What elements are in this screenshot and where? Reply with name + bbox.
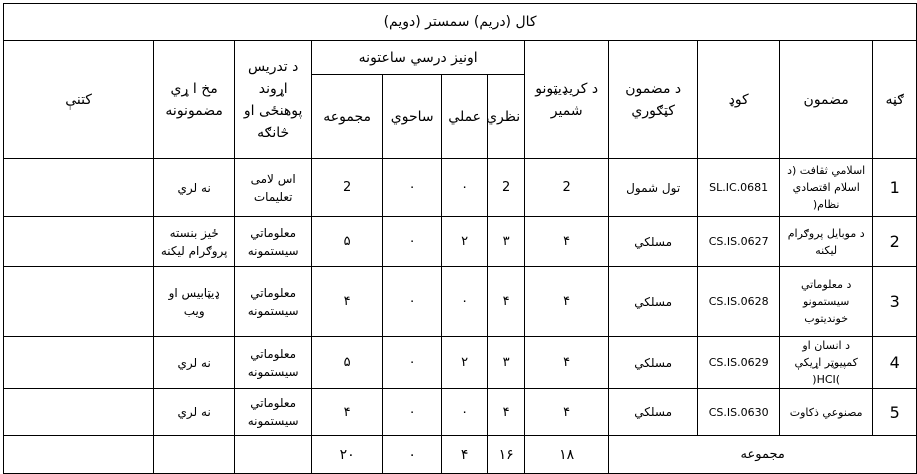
row-index: 5 xyxy=(873,389,917,436)
header-field: ساحوي xyxy=(383,75,442,159)
table-row xyxy=(4,217,917,267)
totals-row xyxy=(4,436,917,474)
row-code: CS.IS.0630 xyxy=(698,389,780,436)
table-title: کال (دریم) سمستر (دویم) xyxy=(4,4,917,41)
row-field: ٠ xyxy=(383,267,442,337)
table-row xyxy=(4,267,917,337)
row-book xyxy=(4,389,154,436)
header-prerequisites: مخ ا ړي مضمونونه xyxy=(154,41,235,159)
table-row xyxy=(4,389,917,436)
title-row xyxy=(4,4,917,41)
row-subject: د موبایل پروګرام لیکنه xyxy=(780,217,873,267)
row-code: CS.IS.0627 xyxy=(698,217,780,267)
row-credits: ۴ xyxy=(525,337,609,389)
row-credits: ۴ xyxy=(525,267,609,337)
row-subject: د معلوماتي سیستمونو خونديتوب xyxy=(780,267,873,337)
row-theory: 2 xyxy=(488,159,525,217)
row-total: ۵ xyxy=(312,337,383,389)
row-credits: 2 xyxy=(525,159,609,217)
row-subject: اسلامي ثقافت (د اسلام اقتصادي نظام( xyxy=(780,159,873,217)
row-total: ۴ xyxy=(312,267,383,337)
row-field: ٠ xyxy=(383,159,442,217)
totals-empty-prerequisites xyxy=(154,436,235,474)
row-department: معلوماتي سیستمونه xyxy=(235,337,312,389)
row-category: تول شمول xyxy=(609,159,698,217)
semester-table xyxy=(3,3,917,474)
row-practical: ٠ xyxy=(442,267,488,337)
row-book xyxy=(4,159,154,217)
row-total: ۴ xyxy=(312,389,383,436)
row-index: 2 xyxy=(873,217,917,267)
row-department: معلوماتي سیستمونه xyxy=(235,267,312,337)
row-theory: ۳ xyxy=(488,337,525,389)
row-code: SL.IC.0681 xyxy=(698,159,780,217)
row-credits: ۴ xyxy=(525,389,609,436)
header-total: مجموعه xyxy=(312,75,383,159)
header-department: د تدریس اړوند پوهنځی او څانګه xyxy=(235,41,312,159)
row-code: CS.IS.0628 xyxy=(698,267,780,337)
row-prerequisites: نه لري xyxy=(154,337,235,389)
row-subject: د انسان او کمپیوټر اړیکې )HCI( xyxy=(780,337,873,389)
row-total: 2 xyxy=(312,159,383,217)
totals-total: ۲٠ xyxy=(312,436,383,474)
row-category: مسلکي xyxy=(609,217,698,267)
row-practical: ٠ xyxy=(442,389,488,436)
table-row xyxy=(4,337,917,389)
totals-empty-book xyxy=(4,436,154,474)
totals-practical: ۴ xyxy=(442,436,488,474)
row-theory: ۴ xyxy=(488,267,525,337)
totals-empty-department xyxy=(235,436,312,474)
header-index: ګڼه xyxy=(873,41,917,159)
header-subject: مضمون xyxy=(780,41,873,159)
row-field: ٠ xyxy=(383,217,442,267)
row-prerequisites: ډیټابیس او ویب xyxy=(154,267,235,337)
header-practical: عملي xyxy=(442,75,488,159)
row-field: ٠ xyxy=(383,337,442,389)
row-practical: ۲ xyxy=(442,337,488,389)
header-weekly-hours: اونیز درسي ساعتونه xyxy=(312,41,525,75)
row-department: معلوماتي سیستمونه xyxy=(235,389,312,436)
row-theory: ۴ xyxy=(488,389,525,436)
row-practical: ۲ xyxy=(442,217,488,267)
row-book xyxy=(4,217,154,267)
totals-theory: ۱۶ xyxy=(488,436,525,474)
totals-label: مجموعه xyxy=(609,436,917,474)
row-subject: مصنوعي ذکاوت xyxy=(780,389,873,436)
row-theory: ۳ xyxy=(488,217,525,267)
row-index: 3 xyxy=(873,267,917,337)
header-category: د مضمون کټګوري xyxy=(609,41,698,159)
table-row xyxy=(4,159,917,217)
header-book: کتنې xyxy=(4,41,154,159)
row-index: 1 xyxy=(873,159,917,217)
row-index: 4 xyxy=(873,337,917,389)
row-practical: ٠ xyxy=(442,159,488,217)
row-field: ٠ xyxy=(383,389,442,436)
row-category: مسلکي xyxy=(609,389,698,436)
header-code: کوډ xyxy=(698,41,780,159)
header-theory: نظري xyxy=(488,75,525,159)
row-book xyxy=(4,267,154,337)
row-prerequisites: ځیز بنسته پروګرام لیکنه xyxy=(154,217,235,267)
header-row-1 xyxy=(4,41,917,75)
row-credits: ۴ xyxy=(525,217,609,267)
row-category: مسلکي xyxy=(609,267,698,337)
row-department: معلوماتي سیستمونه xyxy=(235,217,312,267)
totals-field: ٠ xyxy=(383,436,442,474)
row-book xyxy=(4,337,154,389)
row-prerequisites: نه لري xyxy=(154,389,235,436)
row-total: ۵ xyxy=(312,217,383,267)
totals-credits: ۱۸ xyxy=(525,436,609,474)
row-code: CS.IS.0629 xyxy=(698,337,780,389)
row-prerequisites: نه لري xyxy=(154,159,235,217)
row-department: اس لامی تعلیمات xyxy=(235,159,312,217)
row-category: مسلکي xyxy=(609,337,698,389)
header-credits: د کریډیټونو شمیر xyxy=(525,41,609,159)
